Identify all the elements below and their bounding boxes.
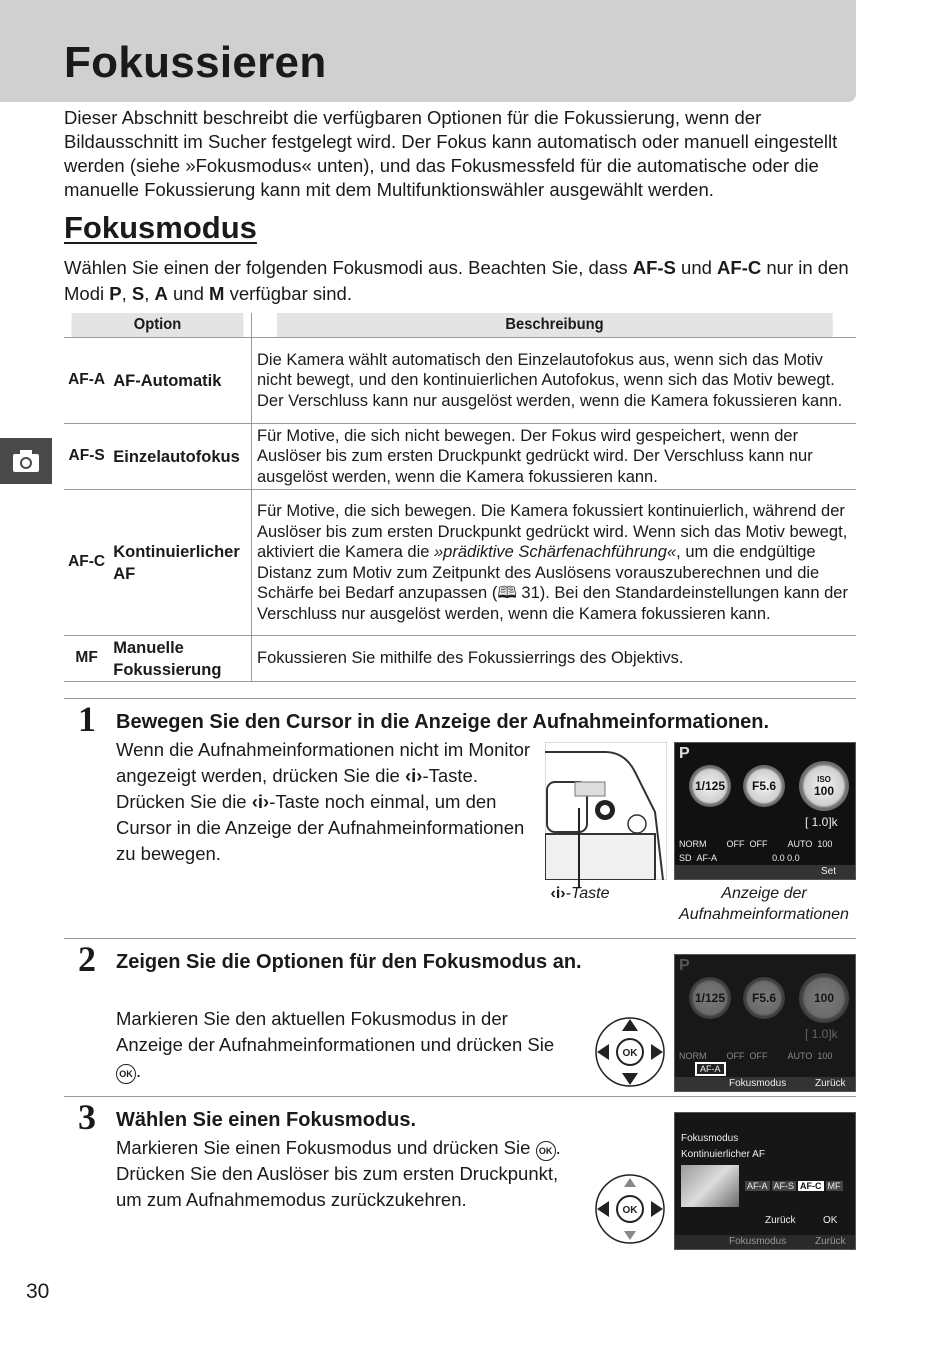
info-button-icon: ‹i› [550,885,566,902]
aperture-value: F5.6 [751,779,776,793]
mode-description: Die Kamera wählt automatisch den Einzelautofokus aus, wenn sich das Motiv nicht bewegt, und den kontinuierlichen Autofokus, wenn sich das Motiv bewegt. Der Verschluss kann nur ausgelöst werden, wenn die Kamera fokussieren kann. [252,338,857,424]
screen-mode: P [679,745,690,762]
step-text: . [136,1060,142,1081]
menu-option-selected[interactable]: AF-C [800,1181,822,1191]
step-heading: Bewegen Sie den Cursor in die Anzeige der Aufnahmeinformationen. [116,711,770,733]
mode-m: M [209,283,225,304]
desc-text: Für Motive, die sich bewegen. Die Kamera fokussiert kontinuierlich, während der Auslöser bis zum ersten Druckpunkt gedrückt wird. Wenn sich das Motiv bewegt, aktiviert die Kamera die [257,502,848,561]
frames-remaining: [ 1.0]k [805,815,838,829]
step-heading: Zeigen Sie die Optionen für den Fokusmodus an. [116,951,582,973]
intro-text: nur in den Modi [64,257,849,304]
mode-code: MF [64,636,109,682]
setting-value: SD [679,853,692,863]
header-option: Option [72,313,245,338]
iso-label: ISO [817,774,831,784]
multi-selector-illustration [594,1173,666,1245]
step-divider [64,938,856,939]
setting-value: NORM [679,839,707,849]
step-heading: Wählen Sie einen Fokusmodus. [116,1109,417,1131]
frames-remaining: [ 1.0]k [805,1027,838,1041]
shutter-value: 1/125 [694,779,726,793]
mode-code: AF-C [64,490,109,636]
intro-text: und [167,283,210,304]
menu-footer-label: Fokusmodus [729,1236,787,1247]
shutter-dial [689,765,731,807]
setting-value: 100 [817,1051,833,1061]
step-text: Markieren Sie einen Fokusmodus und drücken Sie [116,1137,531,1158]
desc-text: , um die endgültige Distanz zum Motiv zum Zeitpunkt des Auslösens vorauszuberechnen und die Schärfe bei Bedarf anzupassen ( [257,543,820,602]
setting-value: AF-A [696,853,718,863]
intro-paragraph: Dieser Abschnitt beschreibt die verfügbaren Optionen für die Fokussierung, wenn der Bildausschnitt im Sucher festgelegt wird. Der Fokus kann automatisch oder manuell eingestellt werden (siehe »Fokusmodus« unten), und das Fokusmessfeld für die automatische oder die manuelle Fokussierung kann mit dem Multifunktionswähler ausgewählt werden. [64,107,838,200]
aperture-dial [743,977,785,1019]
step-divider [64,1096,856,1097]
mode-p: P [109,283,122,304]
table-row [64,424,856,490]
info-button-icon: ‹i› [251,791,270,812]
menu-title: Fokusmodus [681,1133,739,1144]
intro-text: Wählen Sie einen der folgenden Fokusmodi aus. Beachten Sie, dass [64,257,633,278]
setting-value: OFF [749,1051,768,1061]
setting-value: 0.0 [772,853,785,863]
callout-line [578,808,580,888]
mode-name: Einzelautofokus [109,424,251,490]
caption-display: Anzeige der Aufnahmeinformationen [679,885,849,923]
ok-button-icon: OK [536,1141,556,1161]
shutter-value: 1/125 [694,991,726,1005]
svg-text:OK: OK [622,1048,638,1059]
focus-mode-options [745,1181,843,1191]
back-label: Zurück [815,1078,846,1089]
intro-text: verfügbar sind. [224,283,352,304]
desc-text: ). Bei den Standardeinstellungen kann der Verschluss nur ausgelöst werden, wenn die Kamera fokussieren kann. [257,584,848,623]
table-header-row [64,313,856,338]
mode-s: S [131,283,145,304]
shutter-dial [689,977,731,1019]
step-number: 1 [78,699,96,739]
menu-option[interactable]: AF-S [773,1181,795,1191]
desc-emphasis: »prädiktive Schärfenachführung« [434,543,677,561]
svg-text:OK: OK [622,1205,638,1216]
focus-mode-table [64,313,856,682]
table-row [64,636,856,682]
setting-value: 0.0 [787,853,800,863]
mode-code: AF-A [64,338,109,424]
caption-button [540,883,620,904]
screen-mode: P [679,957,690,974]
step-number: 3 [78,1097,96,1137]
caption-text: -Taste [565,885,610,902]
settings-row-1 [679,1051,832,1061]
settings-row-1 [679,839,832,849]
menu-option[interactable]: AF-A [747,1181,768,1191]
step-text: -Taste. Drücken Sie die [116,765,478,812]
mode-afc: AF-C [717,257,762,278]
menu-ok[interactable]: OK [823,1215,838,1226]
info-display-screen-highlight [674,954,856,1092]
camera-icon [11,448,41,474]
aperture-dial [743,765,785,807]
intro-text: , [121,283,132,304]
camera-back-illustration [545,742,667,880]
intro-text: , [144,283,155,304]
step-text: . Drücken Sie den Auslöser bis zum ersten Druckpunkt, um zum Aufnahmemodus zurückzukehren. [116,1137,561,1210]
menu-selected-name: Kontinuierlicher AF [681,1149,765,1160]
info-button-icon: ‹i› [405,765,423,786]
setting-value: AUTO [787,839,813,849]
setting-value: NORM [679,1051,707,1061]
setting-value: OFF [726,839,745,849]
camera-section-tab [0,438,52,484]
mode-description: Fokussieren Sie mithilfe des Fokussierrings des Objektivs. [252,636,857,682]
section-title: Fokusmodus [64,210,257,245]
step-divider [64,698,856,699]
step-text: -Taste noch einmal, um den Cursor in die Anzeige der Aufnahmeinformationen zu bewegen. [116,791,525,864]
menu-preview-image [681,1165,739,1207]
iso-dial [799,761,849,811]
iso-value: 100 [813,991,835,1005]
setting-value: OFF [749,839,768,849]
mode-description: Für Motive, die sich nicht bewegen. Der Fokus wird gespeichert, wenn der Auslöser bis zum ersten Druckpunkt gedrückt wird. Der Verschluss kann nur ausgelöst werden, wenn die Kamera fokussieren kann. [252,424,857,490]
mode-name: AF-Automatik [109,338,251,424]
menu-option[interactable]: MF [827,1181,841,1191]
header-description: Beschreibung [276,313,832,338]
step-text: Wenn die Aufnahmeinformationen nicht im Monitor angezeigt werden, drücken Sie die [116,739,531,786]
setting-value: AUTO [787,1051,813,1061]
step-body [116,737,536,867]
mode-a: A [154,283,168,304]
set-label: Set [821,866,837,877]
step-text: Markieren Sie den aktuellen Fokusmodus in der Anzeige der Aufnahmeinformationen und drücken Sie [116,1008,555,1055]
aperture-value: F5.6 [751,991,776,1005]
step-body [116,1006,578,1084]
page-number: 30 [26,1280,50,1303]
menu-footer-back: Zurück [815,1236,846,1247]
menu-back[interactable]: Zurück [765,1215,796,1226]
iso-dial [799,973,849,1023]
mode-code: AF-S [64,424,109,490]
page-reference[interactable]: 31 [521,584,540,602]
setting-value: OFF [726,1051,745,1061]
focus-mode-menu-screen [674,1112,856,1250]
page-title: Fokussieren [64,38,327,87]
section-intro [64,255,864,307]
mode-name: Manuelle Fokussierung [109,636,251,682]
mode-description [252,490,857,636]
focus-mode-highlight[interactable]: AF-A [695,1062,726,1076]
step-body [116,1135,566,1213]
step-number: 2 [78,939,96,979]
table-row [64,490,856,636]
book-reference-icon: 🕮 [497,584,517,602]
multi-selector-illustration [594,1016,666,1088]
intro-text: und [675,257,718,278]
settings-row-2 [679,853,800,863]
info-display-screen [674,742,856,880]
setting-value: 100 [817,839,833,849]
focus-mode-label: Fokusmodus [729,1078,787,1089]
table-row [64,338,856,424]
iso-value: 100 [813,783,835,798]
mode-afs: AF-S [632,257,676,278]
mode-name: Kontinuierlicher AF [109,490,251,636]
ok-button-icon: OK [116,1064,136,1084]
